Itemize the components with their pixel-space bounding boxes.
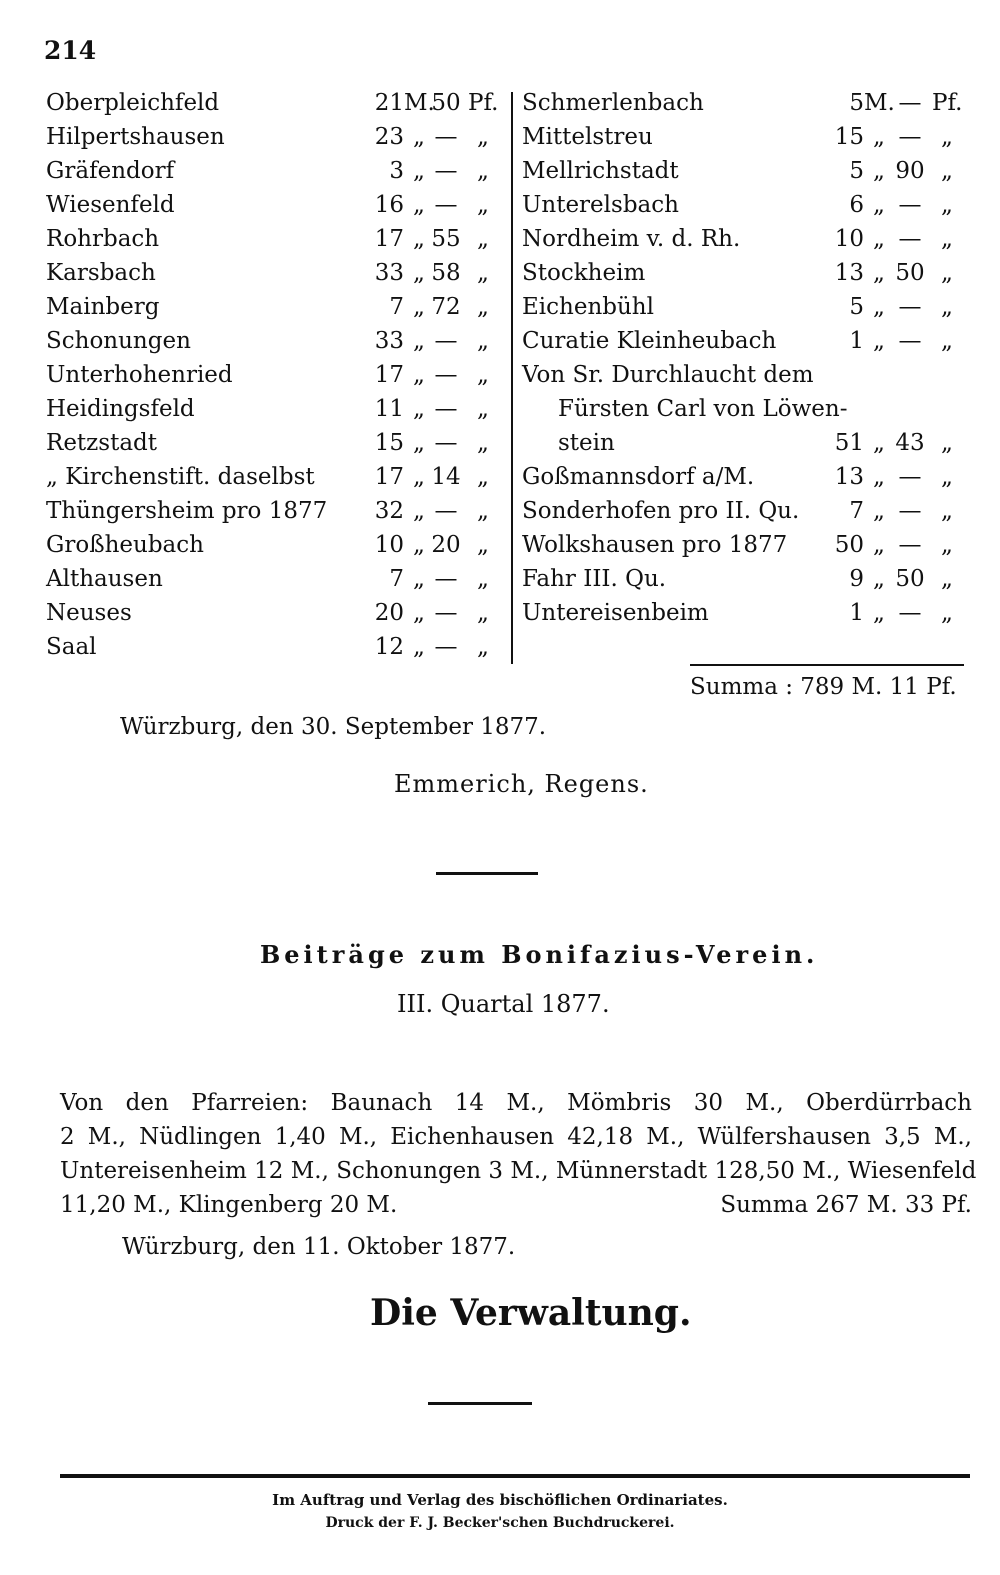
pfennig-unit: „ bbox=[941, 192, 953, 218]
pfennig-unit: „ bbox=[941, 260, 953, 286]
amount-mark: 10 bbox=[374, 532, 404, 558]
donation-row bbox=[522, 530, 970, 564]
summa-rule bbox=[690, 664, 964, 666]
donor-name: Stockheim bbox=[522, 260, 646, 286]
pfennig-unit: „ bbox=[941, 566, 953, 592]
pfennig-amount: — bbox=[434, 362, 458, 388]
donation-row bbox=[46, 496, 508, 530]
pfennig-amount: — bbox=[898, 192, 922, 218]
donor-name: Fahr III. Qu. bbox=[522, 566, 667, 592]
summa-total-1: Summa : 789 M. 11 Pf. bbox=[690, 674, 957, 700]
donation-row bbox=[46, 224, 508, 258]
donation-row bbox=[46, 530, 508, 564]
amount-mark: 6 bbox=[849, 192, 864, 218]
paragraph-line: 11,20 M., Klingenberg 20 M. bbox=[60, 1192, 398, 1218]
unit-mark: „ bbox=[413, 362, 425, 388]
signature-verwaltung: Die Verwaltung. bbox=[370, 1292, 692, 1334]
pfennig-amount: — bbox=[434, 192, 458, 218]
amount-mark: 51 bbox=[834, 430, 864, 456]
donation-row bbox=[522, 122, 970, 156]
signature-emmerich: Emmerich, Regens. bbox=[394, 770, 649, 798]
amount-mark: 11 bbox=[374, 396, 404, 422]
pfennig-amount: 72 bbox=[431, 294, 461, 320]
pfennig-amount: — bbox=[434, 600, 458, 626]
donor-name: Goßmannsdorf a/M. bbox=[522, 464, 755, 490]
pfennig-amount: — bbox=[898, 600, 922, 626]
unit-mark: „ bbox=[413, 634, 425, 660]
pfennig-amount: 20 bbox=[431, 532, 461, 558]
paragraph-line: Untereisenheim 12 M., Schonungen 3 M., Münnerstadt 128,50 M., Wiesenfeld bbox=[60, 1158, 977, 1184]
pfennig-unit: „ bbox=[477, 362, 489, 388]
donation-row bbox=[46, 360, 508, 394]
amount-mark: 1 bbox=[849, 600, 864, 626]
unit-mark: „ bbox=[413, 430, 425, 456]
amount-mark: 13 bbox=[834, 464, 864, 490]
date-line-2: Würzburg, den 11. Oktober 1877. bbox=[122, 1234, 516, 1260]
left-donation-column bbox=[46, 88, 508, 666]
paragraph-line-last bbox=[60, 1188, 972, 1222]
pfennig-unit: „ bbox=[477, 464, 489, 490]
amount-mark: 5 bbox=[849, 294, 864, 320]
pfennig-unit: „ bbox=[477, 192, 489, 218]
amount-mark: 10 bbox=[834, 226, 864, 252]
amount-mark: 15 bbox=[834, 124, 864, 150]
pfennig-amount: — bbox=[898, 498, 922, 524]
amount-mark: 7 bbox=[849, 498, 864, 524]
donation-row bbox=[522, 598, 970, 632]
donor-name: Mellrichstadt bbox=[522, 158, 679, 184]
unit-mark: „ bbox=[413, 260, 425, 286]
unit-mark: „ bbox=[873, 464, 885, 490]
right-donation-column bbox=[522, 88, 970, 632]
donation-row bbox=[46, 258, 508, 292]
amount-mark: 17 bbox=[374, 464, 404, 490]
unit-mark: „ bbox=[413, 328, 425, 354]
pfennig-amount: 14 bbox=[431, 464, 461, 490]
footer-rule bbox=[60, 1474, 970, 1478]
donation-row bbox=[522, 88, 970, 122]
pfennig-amount: 43 bbox=[895, 430, 925, 456]
donor-name: Thüngersheim pro 1877 bbox=[46, 498, 328, 524]
donor-name: Rohrbach bbox=[46, 226, 160, 252]
parish-contributions-paragraph bbox=[60, 1086, 977, 1222]
amount-mark: 12 bbox=[374, 634, 404, 660]
pfennig-unit: „ bbox=[477, 294, 489, 320]
pfennig-amount: 50 bbox=[431, 90, 461, 116]
donor-name: Mittelstreu bbox=[522, 124, 653, 150]
donation-row bbox=[522, 428, 970, 462]
amount-mark: 7 bbox=[389, 566, 404, 592]
donor-name: Karsbach bbox=[46, 260, 156, 286]
pfennig-amount: — bbox=[434, 430, 458, 456]
donor-name: Eichenbühl bbox=[522, 294, 654, 320]
pfennig-amount: — bbox=[434, 328, 458, 354]
pfennig-amount: — bbox=[434, 396, 458, 422]
pfennig-amount: — bbox=[898, 532, 922, 558]
pfennig-amount: — bbox=[898, 328, 922, 354]
amount-mark: 7 bbox=[389, 294, 404, 320]
unit-mark: „ bbox=[873, 124, 885, 150]
unit-mark: „ bbox=[413, 464, 425, 490]
section-heading: Beiträge zum Bonifazius-Verein. bbox=[260, 940, 819, 969]
pfennig-unit: „ bbox=[477, 124, 489, 150]
donation-row bbox=[522, 360, 970, 394]
unit-mark: „ bbox=[413, 600, 425, 626]
donation-row bbox=[522, 326, 970, 360]
pfennig-unit: „ bbox=[477, 328, 489, 354]
donation-row bbox=[522, 224, 970, 258]
page-number: 214 bbox=[44, 36, 97, 65]
amount-mark: 23 bbox=[374, 124, 404, 150]
donor-name: Untereisenbeim bbox=[522, 600, 709, 626]
amount-mark: 13 bbox=[834, 260, 864, 286]
pfennig-unit: „ bbox=[941, 294, 953, 320]
amount-mark: 16 bbox=[374, 192, 404, 218]
donation-row bbox=[46, 190, 508, 224]
pfennig-amount: — bbox=[434, 124, 458, 150]
unit-mark: „ bbox=[413, 294, 425, 320]
donor-name: Althausen bbox=[46, 566, 163, 592]
donation-row bbox=[522, 292, 970, 326]
pfennig-amount: 50 bbox=[895, 566, 925, 592]
pfennig-amount: — bbox=[898, 124, 922, 150]
amount-mark: 5 bbox=[849, 158, 864, 184]
paragraph-line: 2 M., Nüdlingen 1,40 M., Eichenhausen 42,18 M., Wülfershausen 3,5 M., bbox=[60, 1124, 972, 1150]
amount-mark: 33 bbox=[374, 328, 404, 354]
donation-row bbox=[46, 326, 508, 360]
amount-mark: 33 bbox=[374, 260, 404, 286]
pfennig-amount: — bbox=[898, 464, 922, 490]
pfennig-unit: „ bbox=[941, 600, 953, 626]
pfennig-amount: 55 bbox=[431, 226, 461, 252]
unit-mark: „ bbox=[413, 566, 425, 592]
donation-row bbox=[46, 428, 508, 462]
pfennig-amount: — bbox=[898, 226, 922, 252]
unit-mark: „ bbox=[873, 260, 885, 286]
donor-name: Mainberg bbox=[46, 294, 160, 320]
donor-name: Wiesenfeld bbox=[46, 192, 175, 218]
unit-mark: „ bbox=[413, 158, 425, 184]
quarter-subheading: III. Quartal 1877. bbox=[397, 990, 610, 1018]
paragraph-line: Von den Pfarreien: Baunach 14 M., Mömbris 30 M., Oberdürrbach bbox=[60, 1090, 972, 1116]
pfennig-unit: „ bbox=[477, 566, 489, 592]
donation-row bbox=[46, 598, 508, 632]
donor-name: Schonungen bbox=[46, 328, 191, 354]
donation-row bbox=[46, 88, 508, 122]
column-divider bbox=[511, 92, 513, 664]
amount-mark: 3 bbox=[389, 158, 404, 184]
amount-mark: 32 bbox=[374, 498, 404, 524]
unit-mark: „ bbox=[413, 124, 425, 150]
pfennig-amount: — bbox=[898, 90, 922, 116]
date-line-1: Würzburg, den 30. September 1877. bbox=[120, 714, 547, 740]
unit-mark: „ bbox=[873, 192, 885, 218]
pfennig-unit: „ bbox=[477, 600, 489, 626]
pfennig-unit: „ bbox=[941, 328, 953, 354]
unit-mark: „ bbox=[873, 158, 885, 184]
donor-name: Schmerlenbach bbox=[522, 90, 704, 116]
donation-row bbox=[522, 258, 970, 292]
pfennig-amount: — bbox=[898, 294, 922, 320]
donation-row bbox=[46, 292, 508, 326]
donation-row bbox=[522, 496, 970, 530]
donation-row bbox=[46, 462, 508, 496]
amount-mark: 1 bbox=[849, 328, 864, 354]
pfennig-unit: „ bbox=[477, 430, 489, 456]
pfennig-unit: „ bbox=[941, 532, 953, 558]
unit-mark: „ bbox=[413, 396, 425, 422]
donor-name: Unterhohenried bbox=[46, 362, 233, 388]
pfennig-unit: „ bbox=[477, 498, 489, 524]
donor-name: Fürsten Carl von Löwen- bbox=[558, 396, 848, 422]
unit-mark: „ bbox=[873, 294, 885, 320]
pfennig-amount: 58 bbox=[431, 260, 461, 286]
donation-row bbox=[46, 156, 508, 190]
pfennig-unit: „ bbox=[941, 430, 953, 456]
amount-mark: 17 bbox=[374, 226, 404, 252]
footer-publisher: Im Auftrag und Verlag des bischöflichen Ordinariates. bbox=[272, 1491, 728, 1509]
donor-name: Oberpleichfeld bbox=[46, 90, 220, 116]
pfennig-unit: „ bbox=[477, 226, 489, 252]
donor-name: stein bbox=[558, 430, 615, 456]
pfennig-unit: „ bbox=[941, 464, 953, 490]
unit-mark: M. bbox=[404, 90, 435, 116]
donor-name: Retzstadt bbox=[46, 430, 158, 456]
unit-mark: „ bbox=[873, 600, 885, 626]
donor-name: Hilpertshausen bbox=[46, 124, 225, 150]
donor-name: Curatie Kleinheubach bbox=[522, 328, 777, 354]
pfennig-amount: — bbox=[434, 498, 458, 524]
unit-mark: „ bbox=[873, 226, 885, 252]
unit-mark: „ bbox=[413, 532, 425, 558]
unit-mark: „ bbox=[413, 226, 425, 252]
pfennig-unit: „ bbox=[477, 158, 489, 184]
pfennig-amount: — bbox=[434, 566, 458, 592]
amount-mark: 5 bbox=[849, 90, 864, 116]
pfennig-unit: „ bbox=[941, 158, 953, 184]
unit-mark: „ bbox=[873, 430, 885, 456]
pfennig-unit: „ bbox=[477, 396, 489, 422]
amount-mark: 50 bbox=[834, 532, 864, 558]
amount-mark: 9 bbox=[849, 566, 864, 592]
donor-name: Neuses bbox=[46, 600, 132, 626]
donor-name: Großheubach bbox=[46, 532, 204, 558]
donation-row bbox=[522, 394, 970, 428]
donation-row bbox=[46, 564, 508, 598]
pfennig-unit: „ bbox=[941, 498, 953, 524]
section-divider bbox=[436, 872, 538, 875]
donor-name: Unterelsbach bbox=[522, 192, 679, 218]
amount-mark: 17 bbox=[374, 362, 404, 388]
donor-name: Sonderhofen pro II. Qu. bbox=[522, 498, 800, 524]
donation-row bbox=[522, 564, 970, 598]
summa-total-2: Summa 267 M. 33 Pf. bbox=[720, 1192, 972, 1218]
pfennig-amount: 50 bbox=[895, 260, 925, 286]
amount-mark: 20 bbox=[374, 600, 404, 626]
donor-name: „ Kirchenstift. daselbst bbox=[46, 464, 315, 490]
pfennig-unit: „ bbox=[477, 532, 489, 558]
donation-row bbox=[522, 190, 970, 224]
pfennig-unit: „ bbox=[941, 124, 953, 150]
pfennig-amount: — bbox=[434, 158, 458, 184]
unit-mark: „ bbox=[873, 532, 885, 558]
closing-divider bbox=[428, 1402, 532, 1405]
pfennig-unit: Pf. bbox=[468, 90, 499, 116]
pfennig-amount: — bbox=[434, 634, 458, 660]
donor-name: Heidingsfeld bbox=[46, 396, 195, 422]
amount-mark: 15 bbox=[374, 430, 404, 456]
donor-name: Von Sr. Durchlaucht dem bbox=[522, 362, 814, 388]
donation-row bbox=[46, 394, 508, 428]
unit-mark: „ bbox=[873, 498, 885, 524]
unit-mark: „ bbox=[413, 498, 425, 524]
pfennig-unit: „ bbox=[477, 260, 489, 286]
donation-row bbox=[522, 462, 970, 496]
donation-row bbox=[522, 156, 970, 190]
unit-mark: „ bbox=[873, 328, 885, 354]
pfennig-amount: 90 bbox=[895, 158, 925, 184]
donation-row bbox=[46, 122, 508, 156]
footer-printer: Druck der F. J. Becker'schen Buchdruckerei. bbox=[325, 1515, 675, 1531]
donor-name: Saal bbox=[46, 634, 97, 660]
unit-mark: M. bbox=[864, 90, 895, 116]
donor-name: Wolkshausen pro 1877 bbox=[522, 532, 788, 558]
donation-row bbox=[46, 632, 508, 666]
pfennig-unit: „ bbox=[477, 634, 489, 660]
donor-name: Gräfendorf bbox=[46, 158, 175, 184]
pfennig-unit: Pf. bbox=[932, 90, 963, 116]
unit-mark: „ bbox=[413, 192, 425, 218]
donor-name: Nordheim v. d. Rh. bbox=[522, 226, 741, 252]
amount-mark: 21 bbox=[374, 90, 404, 116]
unit-mark: „ bbox=[873, 566, 885, 592]
pfennig-unit: „ bbox=[941, 226, 953, 252]
